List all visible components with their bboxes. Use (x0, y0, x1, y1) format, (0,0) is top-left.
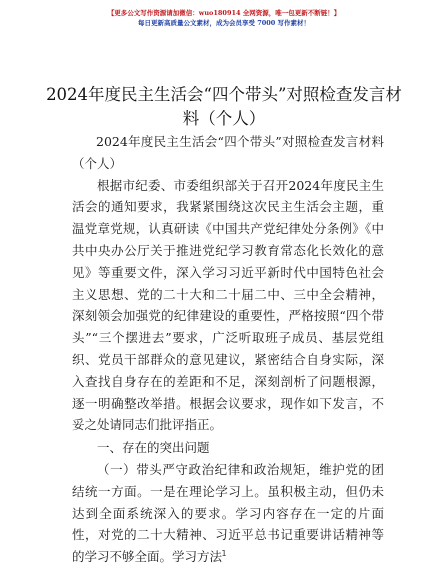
promo-banner-line1: 【更多公文写作资源请加微信：wuo180914 全网资源，唯一包更新不断链！】 (107, 9, 341, 17)
section-heading: 一、存在的突出问题 (97, 440, 210, 456)
intro-paragraph: 根据市纪委、市委组织部关于召开2024年度民主生活会的通知要求，我紧紧围绕这次民主生活会主题，重温党章党规，认真研读《中国共产党纪律处分条例》《中共中央办公厅关于推进党纪学习教育常态化长效化的意见》等重要文件，深入学习习近平新时代中国特色社会主义思想、党的二十大和二十届二中、三中全会精神，深刻领会加强党的纪律建设的重要性，严格按照“四个带头”“三个摆进去”要求，广泛听取班子成员、基层党组织、党员干部群众的意见建议，紧密结合自身实际，深入查找自身存在的差距和不足，深刻剖析了问题根源，逐一明确整改举措。根据会议要求，现作如下发言，不妥之处请同志们批评指正。 (72, 177, 384, 433)
document-title: 2024年度民主生活会“四个带头”对照检查发言材料（个人） (46, 85, 402, 128)
promo-banner-line2: 每日更新高质量公文素材，成为会员享受 7000 写作素材！ (137, 19, 311, 27)
sub-section-paragraph: （一）带头严守政治纪律和政治规矩，维护党的团结统一方面。一是在理论学习上。虽积极主动，但仍未达到全面系统深入的要求。学习内容存在一定的片面性，对党的二十大精神、习近平总书记重要讲话精神等的学习不够全面。学习方法 (72, 461, 384, 565)
document-subtitle: 2024年度民主生活会“四个带头”对照检查发言材料（个人） (72, 134, 384, 171)
page-number: 1 (221, 549, 227, 558)
document-body (72, 131, 384, 568)
